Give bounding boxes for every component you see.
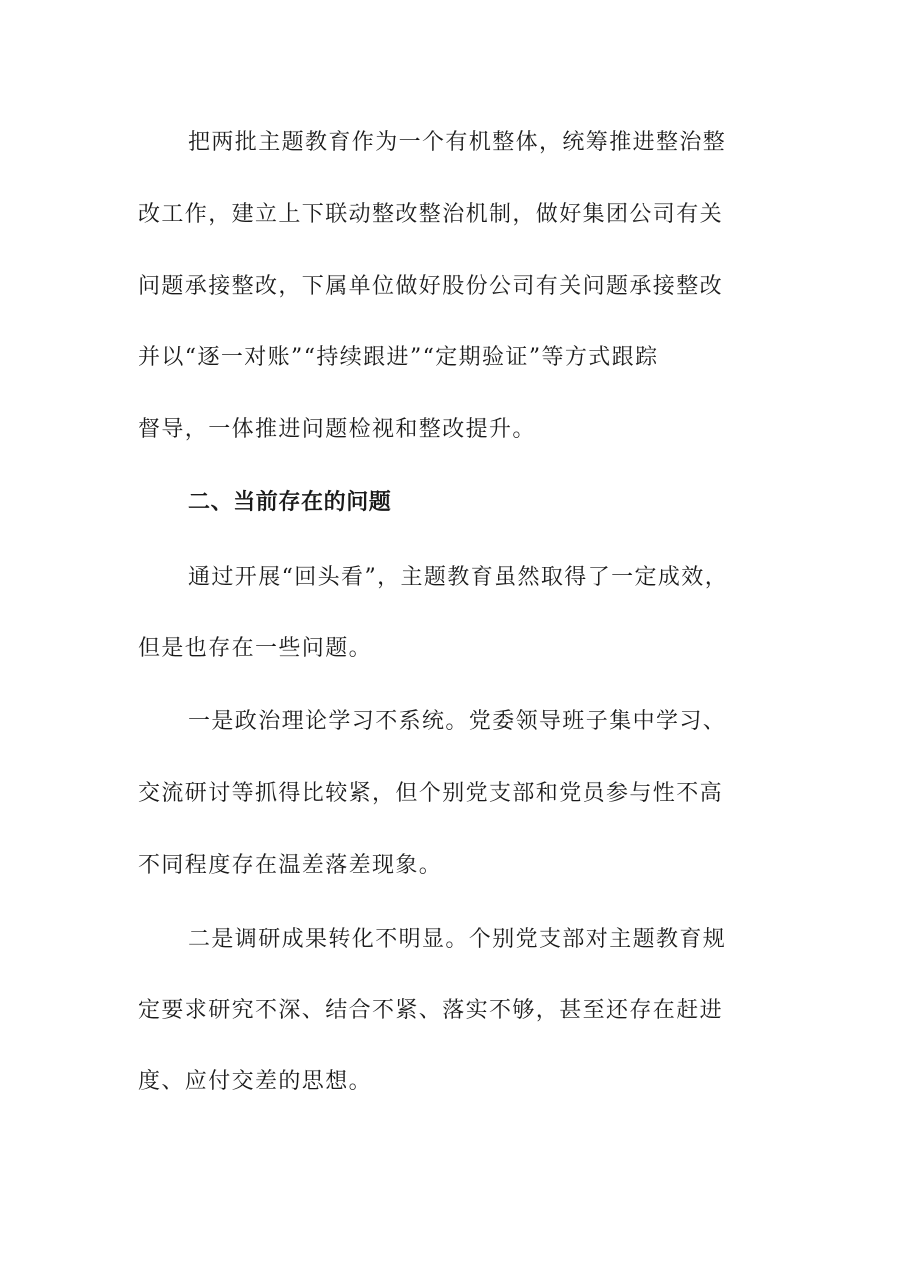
paragraph-4-line-1: 二是调研成果转化不明显。个别党支部对主题教育规 — [188, 927, 727, 952]
section-heading: 二、当前存在的问题 — [188, 490, 392, 515]
paragraph-3-line-2: 交流研讨等抓得比较紧，但个别党支部和党员参与性不高 — [138, 781, 724, 806]
paragraph-2-line-1: 通过开展“回头看”，主题教育虽然取得了一定成效， — [188, 565, 729, 590]
paragraph-3-line-1: 一是政治理论学习不系统。党委领导班子集中学习、 — [188, 709, 727, 734]
paragraph-1-line-1: 把两批主题教育作为一个有机整体，统筹推进整治整 — [188, 130, 727, 155]
paragraph-4-line-3: 度、应付交差的思想。 — [138, 1069, 373, 1094]
paragraph-2-line-2: 但是也存在一些问题。 — [138, 636, 373, 661]
paragraph-1-line-2: 改工作，建立上下联动整改整治机制，做好集团公司有关 — [138, 202, 724, 227]
paragraph-1-line-3: 问题承接整改，下属单位做好股份公司有关问题承接整改 — [138, 274, 724, 299]
paragraph-3-line-3: 不同程度存在温差落差现象。 — [138, 853, 443, 878]
paragraph-4-line-2: 定要求研究不深、结合不紧、落实不够，甚至还存在赶进 — [138, 998, 724, 1023]
paragraph-1-line-4: 并以“逐一对账”“持续跟进”“定期验证”等方式跟踪 — [138, 345, 659, 370]
paragraph-1-line-5: 督导，一体推进问题检视和整改提升。 — [138, 417, 536, 442]
